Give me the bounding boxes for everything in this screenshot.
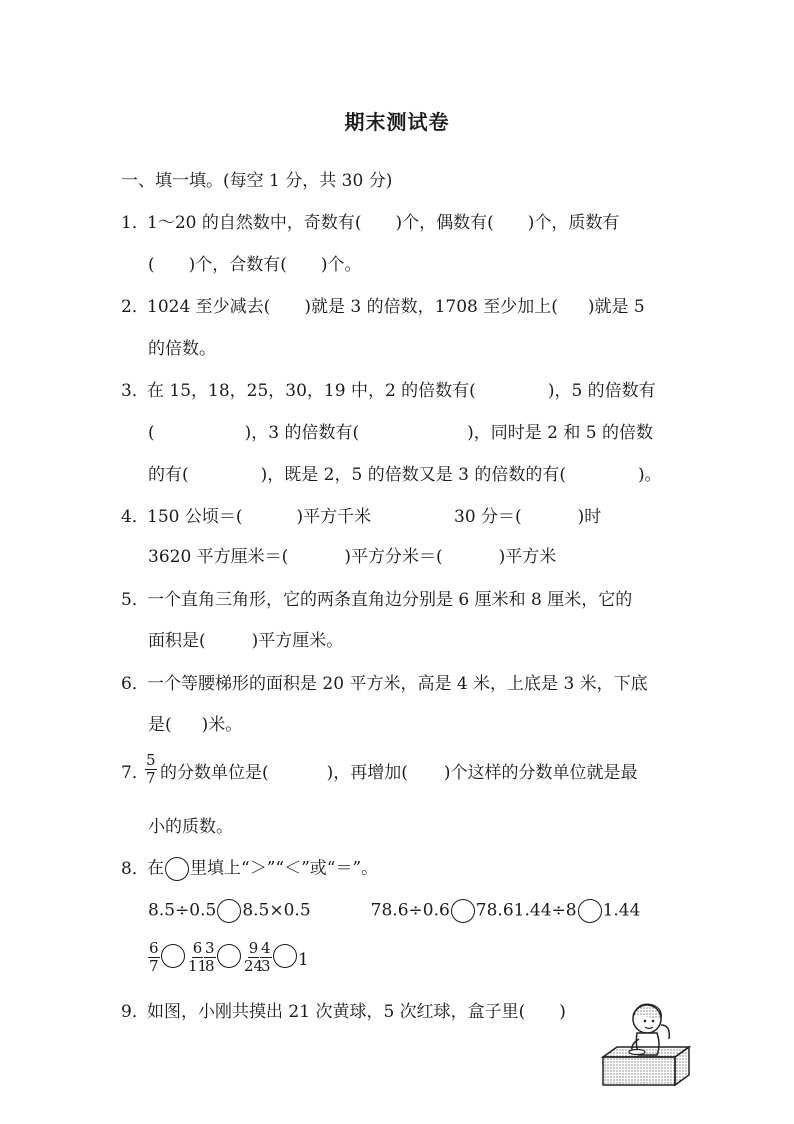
fraction-denominator: 7 bbox=[149, 957, 159, 975]
text: )。 bbox=[637, 465, 662, 485]
question-5-line-2 bbox=[148, 630, 343, 652]
text: 里填上“＞”“＜”或“＝”。 bbox=[190, 858, 379, 879]
text: )个。 bbox=[320, 255, 362, 275]
fraction bbox=[204, 940, 216, 975]
question-number: 5． bbox=[121, 590, 149, 610]
question-3-line-3 bbox=[148, 464, 662, 486]
text: )个，质数有 bbox=[527, 213, 620, 233]
text: ( bbox=[148, 423, 155, 443]
question-6-line-2 bbox=[148, 714, 242, 736]
question-8-row-1 bbox=[148, 899, 640, 923]
text: 在 15，18，25，30，19 中，2 的倍数有( bbox=[147, 381, 476, 401]
question-1-line-1 bbox=[121, 212, 619, 234]
text: 1024 至少减去( bbox=[147, 297, 271, 317]
compare-circle[interactable] bbox=[217, 899, 241, 923]
text: )，既是 2，5 的倍数又是 3 的倍数的有( bbox=[260, 465, 566, 485]
text: )米。 bbox=[201, 715, 243, 735]
text: 150 公顷＝( bbox=[147, 507, 243, 527]
expression: 1.44÷8 bbox=[513, 900, 577, 921]
text: )时 bbox=[577, 507, 602, 527]
fraction-numerator: 4 bbox=[261, 939, 271, 957]
text: )，5 的倍数有 bbox=[547, 381, 656, 401]
text: )，再增加( bbox=[326, 763, 408, 783]
compare-circle[interactable] bbox=[161, 944, 185, 968]
question-6-line-1 bbox=[121, 673, 648, 695]
question-number: 3． bbox=[121, 381, 149, 401]
question-5-line-1 bbox=[121, 589, 632, 611]
compare-circle[interactable] bbox=[578, 899, 602, 923]
text: )，同时是 2 和 5 的倍数 bbox=[467, 423, 654, 443]
text: ) bbox=[559, 1002, 566, 1022]
fraction-numerator: 9 bbox=[248, 939, 259, 957]
fraction-denominator: 3 bbox=[261, 957, 271, 975]
expression: 8.5÷0.5 bbox=[148, 900, 217, 921]
section-heading: 一、填一填。(每空 1 分，共 30 分) bbox=[121, 171, 393, 191]
expression: 78.6 bbox=[475, 900, 514, 921]
text: )就是 5 bbox=[587, 297, 645, 317]
question-number: 4． bbox=[121, 507, 149, 527]
question-9-line-1 bbox=[121, 1001, 566, 1023]
text: 3620 平方厘米＝( bbox=[148, 547, 289, 567]
text: 30 分＝( bbox=[454, 507, 522, 527]
compare-circle[interactable] bbox=[451, 899, 475, 923]
fraction-denominator: 7 bbox=[146, 769, 156, 787]
text: )就是 3 的倍数，1708 至少加上( bbox=[304, 297, 558, 317]
expression: 1.44 bbox=[602, 900, 641, 921]
fraction-denominator: 11 bbox=[188, 957, 208, 975]
fraction-numerator: 3 bbox=[205, 939, 215, 957]
question-number: 8． bbox=[121, 858, 149, 879]
fraction-5-7 bbox=[145, 752, 157, 787]
question-3-line-1 bbox=[121, 380, 656, 402]
text: 一个等腰梯形的面积是 20 平方米，高是 4 米，上底是 3 米，下底 bbox=[147, 674, 648, 694]
fraction-numerator: 6 bbox=[149, 939, 159, 957]
compare-circle[interactable] bbox=[273, 944, 297, 968]
text: 是( bbox=[148, 715, 172, 735]
text: 如图，小刚共摸出 21 次黄球，5 次红球，盒子里( bbox=[147, 1002, 526, 1022]
text: )平方厘米。 bbox=[251, 631, 344, 651]
fraction-denominator: 24 bbox=[244, 957, 264, 975]
text: )个这样的分数单位就是最 bbox=[443, 763, 638, 783]
text: )平方米 bbox=[498, 547, 557, 567]
compare-circle-sample bbox=[165, 857, 189, 881]
text: 面积是( bbox=[148, 631, 206, 651]
page-title: 期末测试卷 bbox=[344, 110, 450, 134]
question-4-line-2 bbox=[148, 546, 556, 568]
expression: 8.5×0.5 bbox=[242, 900, 311, 921]
question-7-number: 7． bbox=[121, 763, 149, 783]
question-number: 1． bbox=[121, 213, 149, 233]
question-3-line-2 bbox=[148, 422, 653, 444]
question-2-line-1 bbox=[121, 296, 645, 318]
question-number: 9． bbox=[121, 1002, 149, 1022]
text: 的有( bbox=[148, 465, 189, 485]
question-8-instruction bbox=[121, 857, 378, 881]
question-1-line-2 bbox=[148, 254, 362, 276]
text: 在 bbox=[147, 858, 164, 879]
expression: 1 bbox=[298, 950, 309, 970]
text: )个，偶数有( bbox=[395, 213, 494, 233]
expression: 78.6÷0.6 bbox=[370, 900, 450, 921]
question-4-part-b bbox=[454, 506, 601, 528]
text: )平方千米 bbox=[296, 507, 372, 527]
text: 1～20 的自然数中，奇数有( bbox=[147, 213, 362, 233]
text: )个，合数有( bbox=[188, 255, 287, 275]
question-number: 2． bbox=[121, 297, 149, 317]
fraction-denominator: 8 bbox=[205, 957, 215, 975]
fraction bbox=[148, 940, 160, 975]
question-4-line-1 bbox=[121, 506, 371, 528]
fraction-numerator: 6 bbox=[192, 939, 203, 957]
boy-with-box-illustration bbox=[595, 995, 695, 1090]
text: )平方分米＝( bbox=[344, 547, 443, 567]
compare-circle[interactable] bbox=[217, 944, 241, 968]
question-2-line-2: 的倍数。 bbox=[148, 339, 216, 359]
text: 的分数单位是( bbox=[160, 763, 269, 783]
question-number: 6． bbox=[121, 674, 149, 694]
text: ( bbox=[148, 255, 155, 275]
fraction-numerator: 5 bbox=[146, 751, 156, 769]
fraction bbox=[260, 940, 272, 975]
text: 一个直角三角形，它的两条直角边分别是 6 厘米和 8 厘米，它的 bbox=[147, 590, 633, 610]
question-7-line-1 bbox=[160, 762, 638, 784]
text: )，3 的倍数有( bbox=[244, 423, 360, 443]
question-7-line-2: 小的质数。 bbox=[148, 817, 233, 837]
